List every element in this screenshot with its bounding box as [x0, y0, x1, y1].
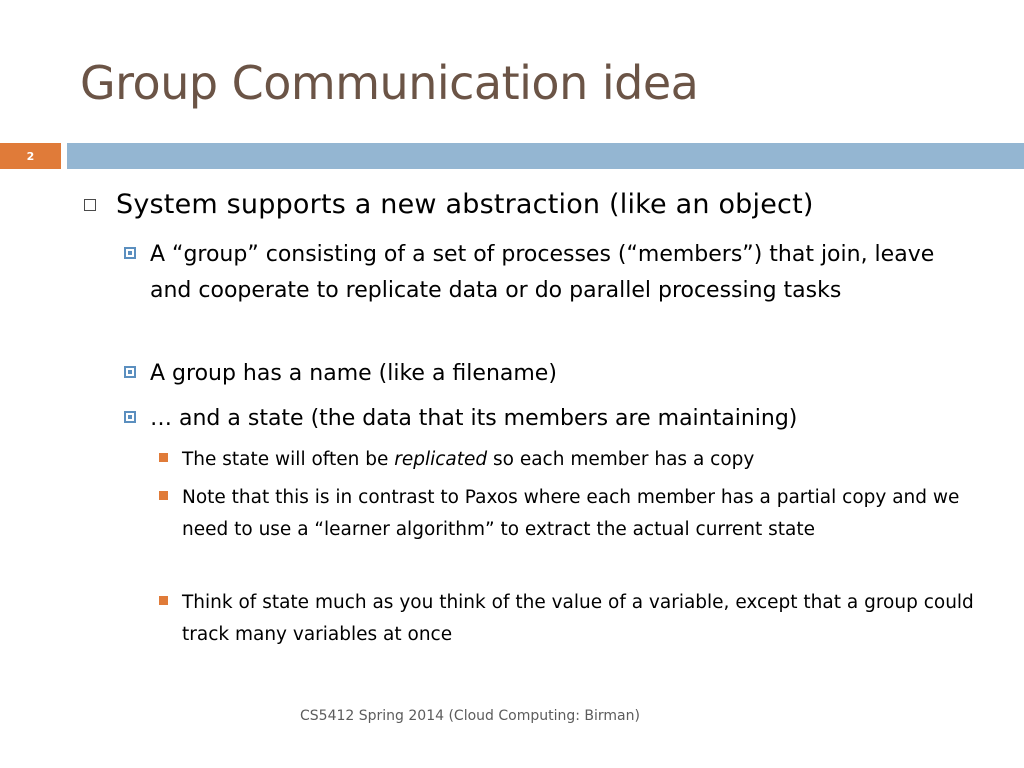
boxed-square-bullet-icon — [124, 247, 136, 259]
bullet-text: … and a state (the data that its members are maintaining) — [150, 406, 798, 431]
bullet-text-emphasis: replicated — [394, 449, 488, 470]
slide-number: 2 — [26, 149, 35, 163]
bullet-text: System supports a new abstraction (like an object) — [116, 189, 814, 220]
boxed-square-bullet-icon — [124, 411, 136, 423]
bullet-text: Think of state much as you think of the value of a variable, except that a group could track many variables at once — [182, 592, 974, 645]
bullet-level3 — [159, 587, 974, 651]
bullet-level2 — [124, 401, 984, 437]
hollow-square-bullet-icon — [84, 199, 96, 211]
filled-square-bullet-icon — [159, 453, 168, 462]
boxed-square-bullet-icon — [124, 366, 136, 378]
bullet-text: A “group” consisting of a set of processes (“members”) that join, leave and cooperate to replicate data or do parallel processing tasks — [150, 242, 935, 303]
bullet-text-part: The state will often be — [182, 449, 395, 470]
bullet-text-part: so each member has a copy — [487, 449, 755, 470]
bullet-text: Note that this is in contrast to Paxos where each member has a partial copy and we need to use a “learner algorithm” to extract the actual current state — [182, 487, 960, 540]
header-divider-bar — [67, 143, 1024, 169]
bullet-text: A group has a name (like a filename) — [150, 361, 557, 386]
bullet-level3 — [159, 482, 964, 546]
bullet-level2 — [124, 356, 969, 392]
slide-number-badge — [0, 143, 61, 169]
bullet-level3 — [159, 444, 979, 476]
filled-square-bullet-icon — [159, 596, 168, 605]
bullet-level1 — [84, 187, 984, 223]
slide-title: Group Communication idea — [80, 56, 699, 110]
slide-footer: CS5412 Spring 2014 (Cloud Computing: Birman) — [300, 708, 640, 724]
bullet-level2 — [124, 237, 969, 309]
filled-square-bullet-icon — [159, 491, 168, 500]
bullet-text — [182, 444, 754, 476]
